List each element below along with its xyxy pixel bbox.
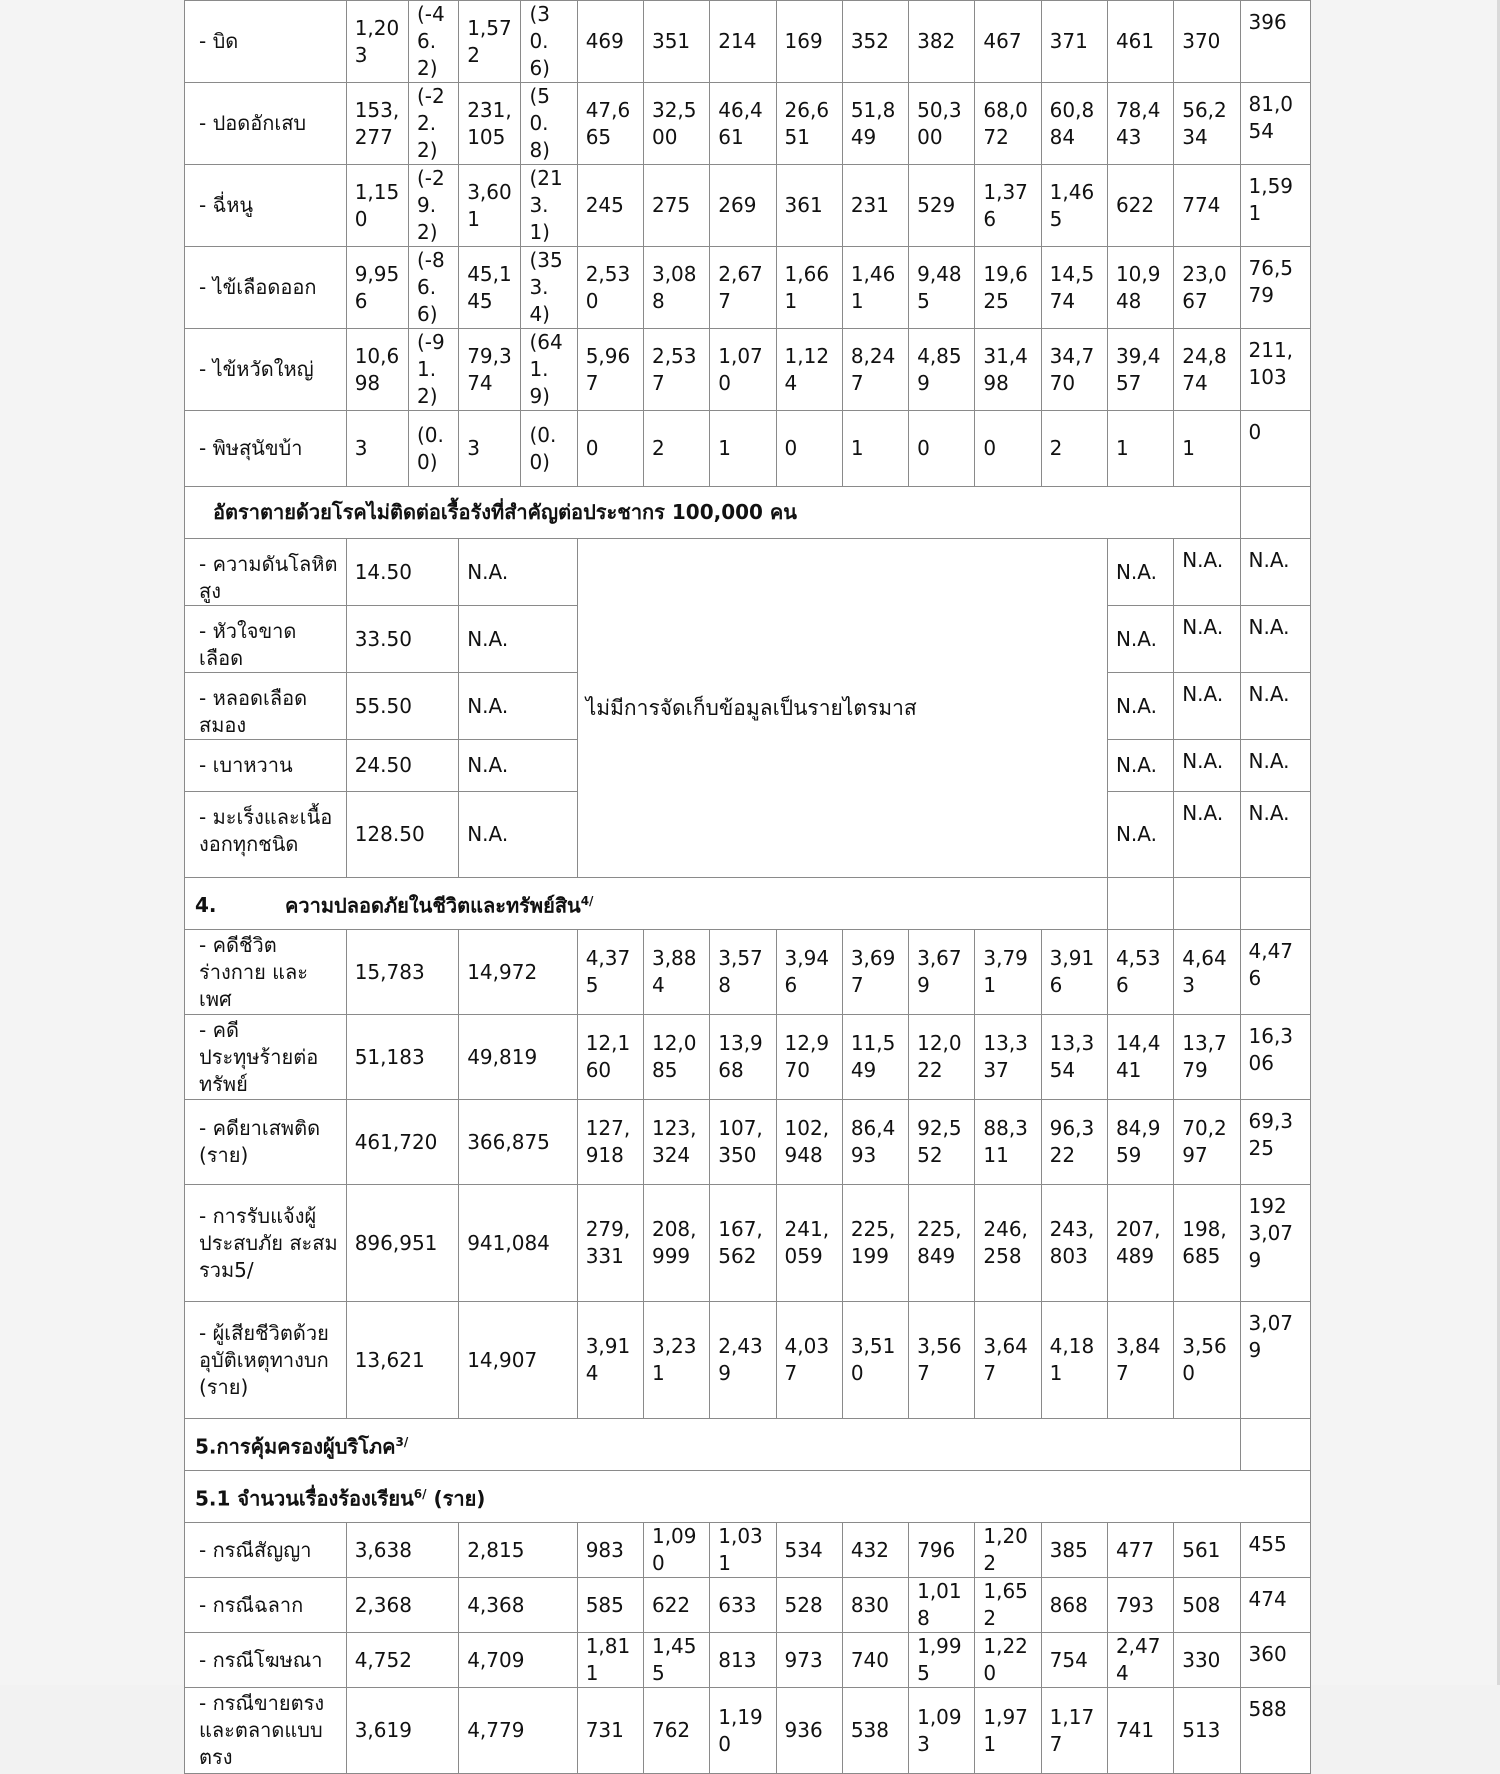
value-cell: N.A. bbox=[459, 792, 578, 878]
quarter-value-cell: 762 bbox=[643, 1688, 709, 1774]
section-title: ความปลอดภัยในชีวิตและทรัพย์สิน bbox=[285, 893, 581, 918]
quarter-value-cell: 3,916 bbox=[1041, 930, 1107, 1015]
quarter-value-cell: 13,337 bbox=[975, 1015, 1041, 1100]
latest-value-cell: 211,103 bbox=[1240, 329, 1311, 411]
empty-cell bbox=[1174, 878, 1240, 930]
quarter-value-cell: 12,085 bbox=[643, 1015, 709, 1100]
quarter-value-cell: 92,552 bbox=[909, 1100, 975, 1185]
disease-row bbox=[185, 165, 1311, 247]
quarter-value-cell: 9,485 bbox=[909, 247, 975, 329]
quarter-value-cell: 1,376 bbox=[975, 165, 1041, 247]
quarter-value-cell: 1,971 bbox=[975, 1688, 1041, 1774]
quarter-value-cell: 774 bbox=[1174, 165, 1240, 247]
quarter-value-cell: 371 bbox=[1041, 1, 1107, 83]
row-label: - พิษสุนัขบ้า bbox=[185, 411, 347, 487]
row-label: - ฉี่หนู bbox=[185, 165, 347, 247]
quarter-value-cell: 0 bbox=[909, 411, 975, 487]
row-label: - คดี ประทุษร้ายต่อทรัพย์ bbox=[185, 1015, 347, 1100]
quarter-value-cell: 208,999 bbox=[643, 1185, 709, 1302]
value-cell: 49,819 bbox=[459, 1015, 578, 1100]
quarter-value-cell: 432 bbox=[842, 1523, 908, 1578]
quarter-value-cell: 14,574 bbox=[1041, 247, 1107, 329]
quarter-value-cell: 3,697 bbox=[842, 930, 908, 1015]
quarter-value-cell: 60,884 bbox=[1041, 83, 1107, 165]
quarter-value-cell: 86,493 bbox=[842, 1100, 908, 1185]
quarter-value-cell: 1 bbox=[710, 411, 776, 487]
quarter-value-cell: 102,948 bbox=[776, 1100, 842, 1185]
ncd-row bbox=[185, 539, 1311, 606]
value-cell: 3 bbox=[459, 411, 521, 487]
quarter-value-cell: 467 bbox=[975, 1, 1041, 83]
row-label: - ไข้หวัดใหญ่ bbox=[185, 329, 347, 411]
value-cell: N.A. bbox=[1240, 606, 1311, 673]
quarter-value-cell: 279,331 bbox=[577, 1185, 643, 1302]
quarter-value-cell: 2,677 bbox=[710, 247, 776, 329]
quarter-value-cell: 12,022 bbox=[909, 1015, 975, 1100]
value-cell: (0.0) bbox=[521, 411, 577, 487]
quarter-value-cell: 622 bbox=[1107, 165, 1173, 247]
quarter-value-cell: 1,031 bbox=[710, 1523, 776, 1578]
quarter-value-cell: 1 bbox=[842, 411, 908, 487]
quarter-value-cell: 1,018 bbox=[909, 1578, 975, 1633]
quarter-value-cell: 3,914 bbox=[577, 1302, 643, 1419]
quarter-value-cell: 3,679 bbox=[909, 930, 975, 1015]
value-cell: N.A. bbox=[1107, 792, 1173, 878]
quarter-value-cell: 1,220 bbox=[975, 1633, 1041, 1688]
quarter-value-cell: 813 bbox=[710, 1633, 776, 1688]
disease-row bbox=[185, 329, 1311, 411]
value-cell: (-86.6) bbox=[408, 247, 458, 329]
value-cell: 4,752 bbox=[346, 1633, 458, 1688]
value-cell: 128.50 bbox=[346, 792, 458, 878]
quarter-value-cell: 538 bbox=[842, 1688, 908, 1774]
row-label: - เบาหวาน bbox=[185, 740, 347, 792]
quarter-value-cell: 3,791 bbox=[975, 930, 1041, 1015]
quarter-value-cell: 1,202 bbox=[975, 1523, 1041, 1578]
quarter-value-cell: 5,967 bbox=[577, 329, 643, 411]
value-cell: 24.50 bbox=[346, 740, 458, 792]
quarter-value-cell: 508 bbox=[1174, 1578, 1240, 1633]
row-label: - หัวใจขาดเลือด bbox=[185, 606, 347, 673]
value-cell: (-22.2) bbox=[408, 83, 458, 165]
quarter-value-cell: 477 bbox=[1107, 1523, 1173, 1578]
value-cell: N.A. bbox=[459, 606, 578, 673]
value-cell: N.A. bbox=[1174, 740, 1240, 792]
row-label: - กรณีสัญญา bbox=[185, 1523, 347, 1578]
quarter-value-cell: 241,059 bbox=[776, 1185, 842, 1302]
quarter-value-cell: 12,970 bbox=[776, 1015, 842, 1100]
row-label: - กรณีโฆษณา bbox=[185, 1633, 347, 1688]
row-label: - การรับแจ้งผู้ประสบภัย สะสมรวม5/ bbox=[185, 1185, 347, 1302]
complaint-row bbox=[185, 1633, 1311, 1688]
quarter-value-cell: 10,948 bbox=[1107, 247, 1173, 329]
row-label: - ปอดอักเสบ bbox=[185, 83, 347, 165]
quarter-value-cell: 243,803 bbox=[1041, 1185, 1107, 1302]
quarter-value-cell: 361 bbox=[776, 165, 842, 247]
safety-row bbox=[185, 930, 1311, 1015]
value-cell: 79,374 bbox=[459, 329, 521, 411]
quarter-value-cell: 4,037 bbox=[776, 1302, 842, 1419]
value-cell: 33.50 bbox=[346, 606, 458, 673]
quarter-value-cell: 633 bbox=[710, 1578, 776, 1633]
latest-value-cell: 3,079 bbox=[1240, 1302, 1311, 1419]
quarter-value-cell: 31,498 bbox=[975, 329, 1041, 411]
value-cell: N.A. bbox=[1240, 740, 1311, 792]
quarter-value-cell: 246,258 bbox=[975, 1185, 1041, 1302]
quarter-value-cell: 269 bbox=[710, 165, 776, 247]
quarter-value-cell: 56,234 bbox=[1174, 83, 1240, 165]
quarter-value-cell: 1,455 bbox=[643, 1633, 709, 1688]
quarter-value-cell: 1,177 bbox=[1041, 1688, 1107, 1774]
value-cell: (641.9) bbox=[521, 329, 577, 411]
ncd-section-header: อัตราตายด้วยโรคไม่ติดต่อเรื้อรังที่สำคัญต่อประชากร 100,000 คน bbox=[185, 487, 1241, 539]
value-cell: 3,638 bbox=[346, 1523, 458, 1578]
value-cell: 14,907 bbox=[459, 1302, 578, 1419]
safety-row bbox=[185, 1015, 1311, 1100]
section-5-header-row bbox=[185, 1419, 1311, 1471]
quarter-value-cell: 51,849 bbox=[842, 83, 908, 165]
section-number: 4. bbox=[195, 893, 217, 918]
quarter-value-cell: 32,500 bbox=[643, 83, 709, 165]
quarter-value-cell: 3,946 bbox=[776, 930, 842, 1015]
value-cell: N.A. bbox=[459, 740, 578, 792]
quarter-value-cell: 0 bbox=[776, 411, 842, 487]
latest-value-cell: 360 bbox=[1240, 1633, 1311, 1688]
quarter-value-cell: 39,457 bbox=[1107, 329, 1173, 411]
quarter-value-cell: 830 bbox=[842, 1578, 908, 1633]
quarter-value-cell: 4,181 bbox=[1041, 1302, 1107, 1419]
quarter-value-cell: 330 bbox=[1174, 1633, 1240, 1688]
value-cell: (-91.2) bbox=[408, 329, 458, 411]
latest-value-cell: 69,325 bbox=[1240, 1100, 1311, 1185]
quarter-value-cell: 936 bbox=[776, 1688, 842, 1774]
quarter-value-cell: 2 bbox=[1041, 411, 1107, 487]
quarter-value-cell: 198,685 bbox=[1174, 1185, 1240, 1302]
value-cell: 1,203 bbox=[346, 1, 408, 83]
quarter-value-cell: 23,067 bbox=[1174, 247, 1240, 329]
quarter-value-cell: 96,322 bbox=[1041, 1100, 1107, 1185]
value-cell: N.A. bbox=[1107, 740, 1173, 792]
quarter-value-cell: 50,300 bbox=[909, 83, 975, 165]
quarter-value-cell: 2,530 bbox=[577, 247, 643, 329]
quarter-value-cell: 225,849 bbox=[909, 1185, 975, 1302]
empty-cell bbox=[1240, 878, 1311, 930]
value-cell: 231,105 bbox=[459, 83, 521, 165]
empty-cell bbox=[1240, 487, 1311, 539]
quarter-value-cell: 2,537 bbox=[643, 329, 709, 411]
value-cell: 45,145 bbox=[459, 247, 521, 329]
value-cell: 13,621 bbox=[346, 1302, 458, 1419]
row-label: - มะเร็งและเนื้องอกทุกชนิด bbox=[185, 792, 347, 878]
value-cell: 1,572 bbox=[459, 1, 521, 83]
quarter-value-cell: 1,811 bbox=[577, 1633, 643, 1688]
quarter-value-cell: 731 bbox=[577, 1688, 643, 1774]
safety-row bbox=[185, 1185, 1311, 1302]
value-cell: 9,956 bbox=[346, 247, 408, 329]
value-cell: 1,150 bbox=[346, 165, 408, 247]
quarter-value-cell: 2 bbox=[643, 411, 709, 487]
complaint-row bbox=[185, 1688, 1311, 1774]
latest-value-cell: 76,579 bbox=[1240, 247, 1311, 329]
section-title: 5.การคุ้มครองผู้บริโภค bbox=[195, 1434, 396, 1459]
value-cell: 14,972 bbox=[459, 930, 578, 1015]
value-cell: 366,875 bbox=[459, 1100, 578, 1185]
value-cell: 14.50 bbox=[346, 539, 458, 606]
latest-value-cell: 588 bbox=[1240, 1688, 1311, 1774]
value-cell: 4,709 bbox=[459, 1633, 578, 1688]
empty-cell bbox=[1240, 1419, 1311, 1471]
value-cell: N.A. bbox=[1174, 673, 1240, 740]
quarter-value-cell: 529 bbox=[909, 165, 975, 247]
quarter-value-cell: 167,562 bbox=[710, 1185, 776, 1302]
footnote-marker: 3/ bbox=[395, 1434, 409, 1449]
quarter-value-cell: 0 bbox=[975, 411, 1041, 487]
section-unit: (ราย) bbox=[426, 1486, 486, 1511]
quarter-value-cell: 754 bbox=[1041, 1633, 1107, 1688]
no-quarterly-data-message: ไม่มีการจัดเก็บข้อมูลเป็นรายไตรมาส bbox=[577, 539, 1107, 878]
quarter-value-cell: 47,665 bbox=[577, 83, 643, 165]
value-cell: (-46.2) bbox=[408, 1, 458, 83]
quarter-value-cell: 169 bbox=[776, 1, 842, 83]
section-5-1-header bbox=[185, 1471, 1311, 1523]
value-cell: (50.8) bbox=[521, 83, 577, 165]
quarter-value-cell: 3,510 bbox=[842, 1302, 908, 1419]
ncd-header-row bbox=[185, 487, 1311, 539]
quarter-value-cell: 370 bbox=[1174, 1, 1240, 83]
value-cell: (213.1) bbox=[521, 165, 577, 247]
empty-cell bbox=[1107, 878, 1173, 930]
value-cell: 461,720 bbox=[346, 1100, 458, 1185]
latest-value-cell: 16,306 bbox=[1240, 1015, 1311, 1100]
latest-value-cell: 4,476 bbox=[1240, 930, 1311, 1015]
quarter-value-cell: 24,874 bbox=[1174, 329, 1240, 411]
row-label: - หลอดเลือดสมอง bbox=[185, 673, 347, 740]
quarter-value-cell: 461 bbox=[1107, 1, 1173, 83]
value-cell: N.A. bbox=[1240, 792, 1311, 878]
quarter-value-cell: 0 bbox=[577, 411, 643, 487]
value-cell: N.A. bbox=[1174, 606, 1240, 673]
latest-value-cell: 396 bbox=[1240, 1, 1311, 83]
quarter-value-cell: 127,918 bbox=[577, 1100, 643, 1185]
quarter-value-cell: 78,443 bbox=[1107, 83, 1173, 165]
quarter-value-cell: 528 bbox=[776, 1578, 842, 1633]
value-cell: 896,951 bbox=[346, 1185, 458, 1302]
quarter-value-cell: 19,625 bbox=[975, 247, 1041, 329]
quarter-value-cell: 382 bbox=[909, 1, 975, 83]
value-cell: 4,368 bbox=[459, 1578, 578, 1633]
safety-row bbox=[185, 1302, 1311, 1419]
value-cell: 51,183 bbox=[346, 1015, 458, 1100]
quarter-value-cell: 3,884 bbox=[643, 930, 709, 1015]
quarter-value-cell: 4,859 bbox=[909, 329, 975, 411]
quarter-value-cell: 1,190 bbox=[710, 1688, 776, 1774]
quarter-value-cell: 70,297 bbox=[1174, 1100, 1240, 1185]
disease-row bbox=[185, 411, 1311, 487]
quarter-value-cell: 12,160 bbox=[577, 1015, 643, 1100]
complaint-row bbox=[185, 1523, 1311, 1578]
quarter-value-cell: 513 bbox=[1174, 1688, 1240, 1774]
quarter-value-cell: 3,647 bbox=[975, 1302, 1041, 1419]
quarter-value-cell: 1,995 bbox=[909, 1633, 975, 1688]
value-cell: 4,779 bbox=[459, 1688, 578, 1774]
quarter-value-cell: 352 bbox=[842, 1, 908, 83]
section-4-header bbox=[185, 878, 1108, 930]
value-cell: (0.0) bbox=[408, 411, 458, 487]
value-cell: 2,815 bbox=[459, 1523, 578, 1578]
quarter-value-cell: 34,770 bbox=[1041, 329, 1107, 411]
quarter-value-cell: 469 bbox=[577, 1, 643, 83]
value-cell: N.A. bbox=[1240, 673, 1311, 740]
quarter-value-cell: 245 bbox=[577, 165, 643, 247]
quarter-value-cell: 13,968 bbox=[710, 1015, 776, 1100]
quarter-value-cell: 3,567 bbox=[909, 1302, 975, 1419]
quarter-value-cell: 622 bbox=[643, 1578, 709, 1633]
quarter-value-cell: 84,959 bbox=[1107, 1100, 1173, 1185]
quarter-value-cell: 231 bbox=[842, 165, 908, 247]
quarter-value-cell: 796 bbox=[909, 1523, 975, 1578]
statistics-table bbox=[184, 0, 1311, 1774]
quarter-value-cell: 793 bbox=[1107, 1578, 1173, 1633]
quarter-value-cell: 385 bbox=[1041, 1523, 1107, 1578]
latest-value-cell: 0 bbox=[1240, 411, 1311, 487]
row-label: - ความดันโลหิตสูง bbox=[185, 539, 347, 606]
quarter-value-cell: 11,549 bbox=[842, 1015, 908, 1100]
section-5-1-header-row bbox=[185, 1471, 1311, 1523]
disease-row bbox=[185, 247, 1311, 329]
quarter-value-cell: 2,439 bbox=[710, 1302, 776, 1419]
quarter-value-cell: 868 bbox=[1041, 1578, 1107, 1633]
quarter-value-cell: 3,560 bbox=[1174, 1302, 1240, 1419]
value-cell: N.A. bbox=[1174, 792, 1240, 878]
quarter-value-cell: 214 bbox=[710, 1, 776, 83]
quarter-value-cell: 1,093 bbox=[909, 1688, 975, 1774]
complaint-row bbox=[185, 1578, 1311, 1633]
quarter-value-cell: 4,375 bbox=[577, 930, 643, 1015]
quarter-value-cell: 3,578 bbox=[710, 930, 776, 1015]
value-cell: N.A. bbox=[1174, 539, 1240, 606]
section-4-header-row bbox=[185, 878, 1311, 930]
quarter-value-cell: 107,350 bbox=[710, 1100, 776, 1185]
disease-row bbox=[185, 83, 1311, 165]
latest-value-cell: 81,054 bbox=[1240, 83, 1311, 165]
latest-value-cell: 1,591 bbox=[1240, 165, 1311, 247]
quarter-value-cell: 741 bbox=[1107, 1688, 1173, 1774]
quarter-value-cell: 3,847 bbox=[1107, 1302, 1173, 1419]
value-cell: (-29.2) bbox=[408, 165, 458, 247]
quarter-value-cell: 26,651 bbox=[776, 83, 842, 165]
quarter-value-cell: 3,088 bbox=[643, 247, 709, 329]
quarter-value-cell: 534 bbox=[776, 1523, 842, 1578]
quarter-value-cell: 1,465 bbox=[1041, 165, 1107, 247]
value-cell: N.A. bbox=[459, 673, 578, 740]
quarter-value-cell: 1 bbox=[1174, 411, 1240, 487]
quarter-value-cell: 1,652 bbox=[975, 1578, 1041, 1633]
quarter-value-cell: 351 bbox=[643, 1, 709, 83]
quarter-value-cell: 585 bbox=[577, 1578, 643, 1633]
quarter-value-cell: 1,124 bbox=[776, 329, 842, 411]
quarter-value-cell: 2,474 bbox=[1107, 1633, 1173, 1688]
quarter-value-cell: 1,070 bbox=[710, 329, 776, 411]
quarter-value-cell: 1,661 bbox=[776, 247, 842, 329]
disease-row bbox=[185, 1, 1311, 83]
quarter-value-cell: 275 bbox=[643, 165, 709, 247]
quarter-value-cell: 46,461 bbox=[710, 83, 776, 165]
quarter-value-cell: 1,090 bbox=[643, 1523, 709, 1578]
quarter-value-cell: 13,354 bbox=[1041, 1015, 1107, 1100]
quarter-value-cell: 8,247 bbox=[842, 329, 908, 411]
row-label: - คดีชีวิต ร่างกาย และเพศ bbox=[185, 930, 347, 1015]
value-cell: N.A. bbox=[1107, 539, 1173, 606]
row-label: - กรณีขายตรงและตลาดแบบตรง bbox=[185, 1688, 347, 1774]
quarter-value-cell: 207,489 bbox=[1107, 1185, 1173, 1302]
quarter-value-cell: 3,231 bbox=[643, 1302, 709, 1419]
quarter-value-cell: 4,536 bbox=[1107, 930, 1173, 1015]
quarter-value-cell: 561 bbox=[1174, 1523, 1240, 1578]
value-cell: 2,368 bbox=[346, 1578, 458, 1633]
latest-value-cell: 1923,079 bbox=[1240, 1185, 1311, 1302]
value-cell: 3 bbox=[346, 411, 408, 487]
safety-row bbox=[185, 1100, 1311, 1185]
value-cell: 3,619 bbox=[346, 1688, 458, 1774]
footnote-marker: 6/ bbox=[413, 1486, 427, 1501]
value-cell: 15,783 bbox=[346, 930, 458, 1015]
quarter-value-cell: 88,311 bbox=[975, 1100, 1041, 1185]
value-cell: 153,277 bbox=[346, 83, 408, 165]
value-cell: N.A. bbox=[1107, 673, 1173, 740]
row-label: - กรณีฉลาก bbox=[185, 1578, 347, 1633]
footnote-marker: 4/ bbox=[580, 893, 594, 908]
section-title: 5.1 จำนวนเรื่องร้องเรียน bbox=[195, 1486, 414, 1511]
latest-value-cell: 474 bbox=[1240, 1578, 1311, 1633]
value-cell: (30.6) bbox=[521, 1, 577, 83]
quarter-value-cell: 983 bbox=[577, 1523, 643, 1578]
latest-value-cell: 455 bbox=[1240, 1523, 1311, 1578]
quarter-value-cell: 13,779 bbox=[1174, 1015, 1240, 1100]
value-cell: N.A. bbox=[1107, 606, 1173, 673]
row-label: - ผู้เสียชีวิตด้วยอุบัติเหตุทางบก (ราย) bbox=[185, 1302, 347, 1419]
quarter-value-cell: 1,461 bbox=[842, 247, 908, 329]
value-cell: 941,084 bbox=[459, 1185, 578, 1302]
quarter-value-cell: 68,072 bbox=[975, 83, 1041, 165]
value-cell: 10,698 bbox=[346, 329, 408, 411]
row-label: - คดียาเสพติด (ราย) bbox=[185, 1100, 347, 1185]
quarter-value-cell: 4,643 bbox=[1174, 930, 1240, 1015]
section-5-header bbox=[185, 1419, 1241, 1471]
row-label: - บิด bbox=[185, 1, 347, 83]
row-label: - ไข้เลือดออก bbox=[185, 247, 347, 329]
value-cell: N.A. bbox=[459, 539, 578, 606]
value-cell: N.A. bbox=[1240, 539, 1311, 606]
value-cell: (353.4) bbox=[521, 247, 577, 329]
quarter-value-cell: 14,441 bbox=[1107, 1015, 1173, 1100]
value-cell: 3,601 bbox=[459, 165, 521, 247]
value-cell: 55.50 bbox=[346, 673, 458, 740]
quarter-value-cell: 740 bbox=[842, 1633, 908, 1688]
quarter-value-cell: 123,324 bbox=[643, 1100, 709, 1185]
quarter-value-cell: 225,199 bbox=[842, 1185, 908, 1302]
quarter-value-cell: 1 bbox=[1107, 411, 1173, 487]
quarter-value-cell: 973 bbox=[776, 1633, 842, 1688]
